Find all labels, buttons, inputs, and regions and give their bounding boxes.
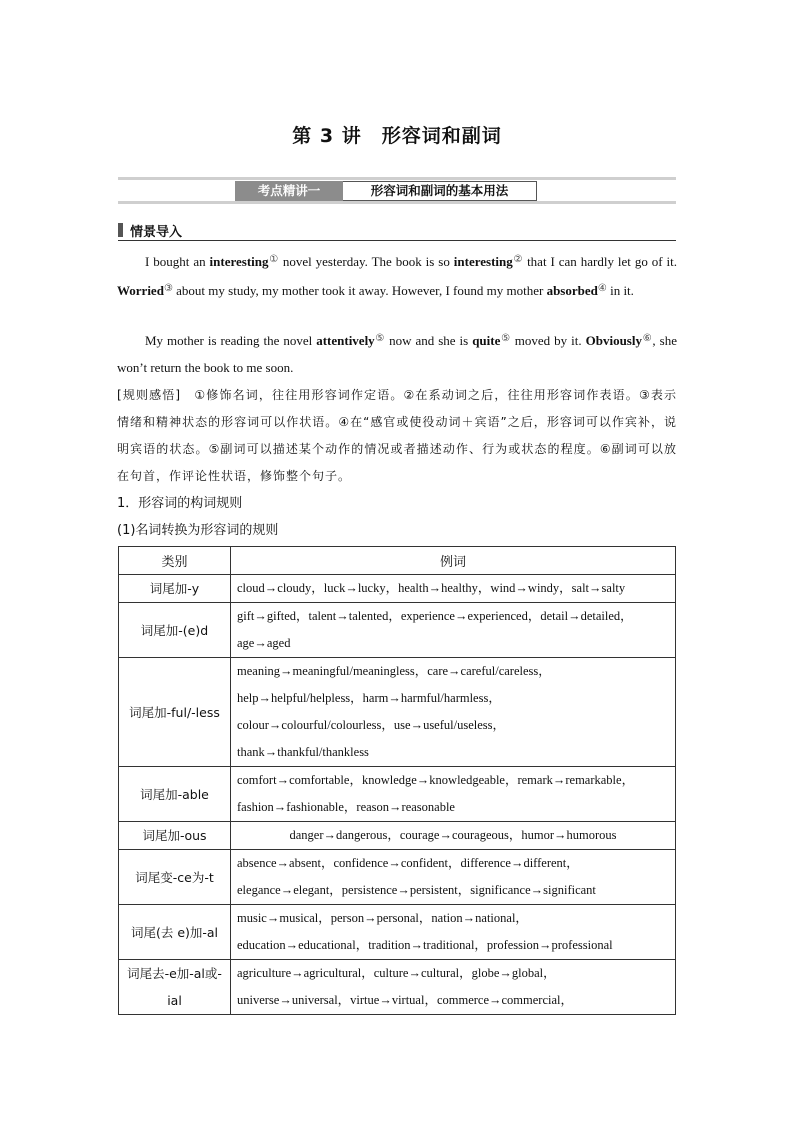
- row-category: 词尾加-(e)d: [119, 603, 231, 658]
- row-category: 词尾加-y: [119, 575, 231, 603]
- example-line: universe→universal，virtue→virtual，commerce→commercial，: [237, 993, 573, 1007]
- table-row: [119, 658, 676, 767]
- row-category: 词尾加-able: [119, 767, 231, 822]
- rule-insight: [规则感悟] ①修饰名词，往往用形容词作定语。②在系动词之后，往往用形容词作表语。③表示情绪和精神状态的形容词可以作状语。④在“感官或使役动词＋宾语”之后，形容词可以作宾补，说明宾语的状态。⑤副词可以描述某个动作的情况或者描述动作、行为或状态的程度。⑥副词可以放在句首，作评论性状语，修饰整个句子。: [117, 388, 677, 483]
- banner-bottom-rule: [118, 201, 676, 204]
- row-examples: [231, 575, 676, 603]
- heading-noun-to-adjective: (1)名词转换为形容词的规则: [117, 523, 279, 538]
- example-line: education→educational，tradition→traditional，profession→professional: [237, 938, 613, 952]
- row-category: 词尾加-ous: [119, 822, 231, 850]
- row-examples: [231, 960, 676, 1015]
- row-examples: [231, 603, 676, 658]
- section-label: 情景导入: [130, 225, 183, 240]
- table-row: [119, 822, 676, 850]
- header-examples: 例词: [231, 547, 676, 575]
- banner-topic: 形容词和副词的基本用法: [343, 181, 537, 201]
- row-examples: [231, 905, 676, 960]
- row-examples: [231, 822, 676, 850]
- example-line: meaning→meaningful/meaningless，care→careful/careless，: [237, 664, 551, 678]
- row-category: 词尾(去 e)加-al: [119, 905, 231, 960]
- row-examples: [231, 658, 676, 767]
- intro-paragraph-1: I bought an interesting① novel yesterday. The book is so interesting② that I can hardly let go of it. Worried③ about my study, my mother took it away. However, I found my mother absorbed④ in it.: [117, 254, 678, 298]
- example-line: danger→dangerous，courage→courageous，humor→humorous: [289, 828, 617, 842]
- example-line: comfort→comfortable，knowledge→knowledgeable，remark→remarkable，: [237, 773, 635, 787]
- example-line: colour→colourful/colourless，use→useful/useless，: [237, 718, 506, 732]
- example-line: absence→absent，confidence→confident，difference→different，: [237, 856, 579, 870]
- example-line: music→musical，person→personal，nation→national，: [237, 911, 528, 925]
- example-line: thank→thankful/thankless: [237, 745, 369, 759]
- table-row: [119, 603, 676, 658]
- row-examples: [231, 767, 676, 822]
- example-line: agriculture→agricultural，culture→cultural，globe→global，: [237, 966, 556, 980]
- example-line: age→aged: [237, 636, 291, 650]
- example-line: gift→gifted，talent→talented，experience→experienced，detail→detailed，: [237, 609, 633, 623]
- table-row: [119, 960, 676, 1015]
- table-row: [119, 767, 676, 822]
- row-examples: [231, 850, 676, 905]
- heading-adjective-formation: 1．形容词的构词规则: [117, 496, 243, 511]
- example-line: elegance→elegant，persistence→persistent，significance→significant: [237, 883, 596, 897]
- table-row: [119, 905, 676, 960]
- row-category: 词尾变-ce为-t: [119, 850, 231, 905]
- page-title: 第 3 讲 形容词和副词: [292, 125, 502, 147]
- header-category: 类别: [119, 547, 231, 575]
- row-category: 词尾去-e加-al或-ial: [119, 960, 231, 1015]
- table-header-row: [119, 547, 676, 575]
- row-category: 词尾加-ful/-less: [119, 658, 231, 767]
- banner-tag: 考点精讲一: [235, 181, 343, 201]
- example-line: fashion→fashionable，reason→reasonable: [237, 800, 455, 814]
- section-banner: [235, 181, 537, 201]
- banner-top-rule: [118, 177, 676, 180]
- example-line: help→helpful/helpless，harm→harmful/harmless，: [237, 691, 501, 705]
- example-line: cloud→cloudy，luck→lucky，health→healthy，wind→windy，salt→salty: [237, 581, 626, 595]
- table-row: [119, 850, 676, 905]
- word-formation-table: [118, 546, 676, 1015]
- intro-paragraph-2: My mother is reading the novel attentively⑤ now and she is quite⑤ moved by it. Obviously⑥, she won’t return the book to me soon.: [117, 333, 677, 375]
- section-marker-icon: [118, 223, 123, 237]
- table-row: [119, 575, 676, 603]
- section-header: [118, 220, 676, 241]
